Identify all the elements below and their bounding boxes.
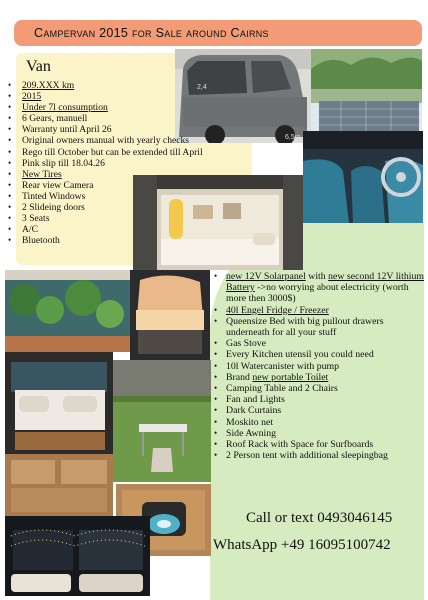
cabin-seats-photo	[303, 131, 423, 223]
spec-mileage: 209.XXX km	[22, 80, 75, 91]
feature-item	[212, 316, 426, 338]
feature-item	[212, 271, 426, 305]
feature-item	[212, 338, 426, 349]
spec-item	[8, 91, 203, 102]
feature-solar-connector: with	[305, 271, 329, 282]
feature-fridge: 40l Engel Fridge / Freezer	[226, 304, 329, 316]
feature-solar-note: ->no worrying about electricity (worth more then 3000$)	[226, 282, 409, 305]
spec-windows: Tinted Windows	[22, 190, 86, 202]
feature-curtains: Dark Curtains	[226, 405, 282, 417]
spec-year: 2015	[22, 91, 42, 103]
spec-item	[8, 180, 203, 191]
feature-toilet-brand: Brand	[226, 371, 253, 383]
spec-pink-slip: Pink slip till 18.04.26	[22, 157, 105, 169]
bed-pillows-photo	[5, 352, 113, 454]
spec-consumption: Under 7l consumption	[22, 102, 108, 114]
fairy-lights-photo	[5, 516, 150, 596]
spec-item	[8, 102, 203, 113]
spec-item	[8, 202, 203, 213]
spec-item	[8, 147, 203, 158]
feature-item	[212, 372, 426, 383]
spec-item	[8, 191, 203, 202]
feature-item	[212, 417, 426, 428]
spec-ac: A/C	[22, 224, 38, 236]
spec-item	[8, 213, 203, 224]
spec-item	[8, 135, 203, 146]
plants-photo	[5, 270, 130, 352]
feature-roof-rack: Roof Rack with Space for Surfboards	[226, 439, 374, 451]
feature-toilet: new portable Toilet	[252, 371, 329, 383]
door-marking-text: 2,4	[197, 84, 207, 91]
spec-gears: 6 Gears, manuell	[22, 113, 88, 125]
feature-item	[212, 394, 426, 405]
call-number[interactable]: Call or text 0493046145	[246, 510, 393, 526]
features-list	[212, 271, 426, 461]
whatsapp-number[interactable]: WhatsApp +49 16095100742	[213, 537, 391, 553]
feature-item	[212, 439, 426, 450]
spec-camera: Rear view Camera	[22, 179, 94, 191]
spec-item	[8, 80, 203, 91]
feature-net: Moskito net	[226, 416, 274, 428]
feature-stove: Gas Stove	[226, 338, 267, 350]
spec-item	[8, 235, 203, 246]
specs-list	[8, 80, 203, 246]
feature-item	[212, 349, 426, 360]
feature-item	[212, 450, 426, 461]
feature-item	[212, 305, 426, 316]
spec-item	[8, 124, 203, 135]
spec-seats: 3 Seats	[22, 213, 50, 225]
feature-item	[212, 383, 426, 394]
feature-solar-panel: new 12V Solarpanel	[226, 271, 306, 282]
sunset-photo	[130, 270, 210, 360]
spec-warranty: Warranty until April 26	[22, 124, 112, 136]
spec-item	[8, 113, 203, 124]
feature-tent: 2 Person tent with additional sleepingbag	[226, 450, 388, 462]
feature-awning: Side Awning	[226, 427, 276, 439]
feature-battery: new second 12V lithium Battery	[226, 271, 425, 294]
roof-solar-photo	[311, 49, 422, 131]
spec-manual: Original owners manual with yearly checks	[22, 135, 190, 147]
spec-bluetooth: Bluetooth	[22, 235, 60, 247]
door-marking-text: 6,5m	[285, 134, 301, 141]
spec-rego: Rego till October but can be extended till April	[22, 146, 203, 158]
spec-item	[8, 158, 203, 169]
camping-table-photo	[113, 360, 211, 482]
spec-item	[8, 169, 203, 180]
feature-fan: Fan and Lights	[226, 394, 285, 406]
spec-item	[8, 224, 203, 235]
spec-tires: New Tires	[22, 168, 62, 180]
feature-item	[212, 405, 426, 416]
feature-water: 10l Watercanister with pump	[226, 360, 340, 372]
page-title: Campervan 2015 for Sale around Cairns	[14, 20, 422, 46]
feature-kitchen: Every Kitchen utensil you could need	[226, 349, 374, 361]
spec-doors: 2 Slideing doors	[22, 202, 85, 214]
feature-bed: Queensize Bed with big pullout drawers underneath for all your stuff	[226, 315, 384, 339]
feature-item	[212, 428, 426, 439]
feature-item	[212, 361, 426, 372]
drawers-photo	[5, 454, 113, 516]
van-heading: Van	[26, 58, 51, 75]
feature-table: Camping Table and 2 Chairs	[226, 383, 338, 395]
